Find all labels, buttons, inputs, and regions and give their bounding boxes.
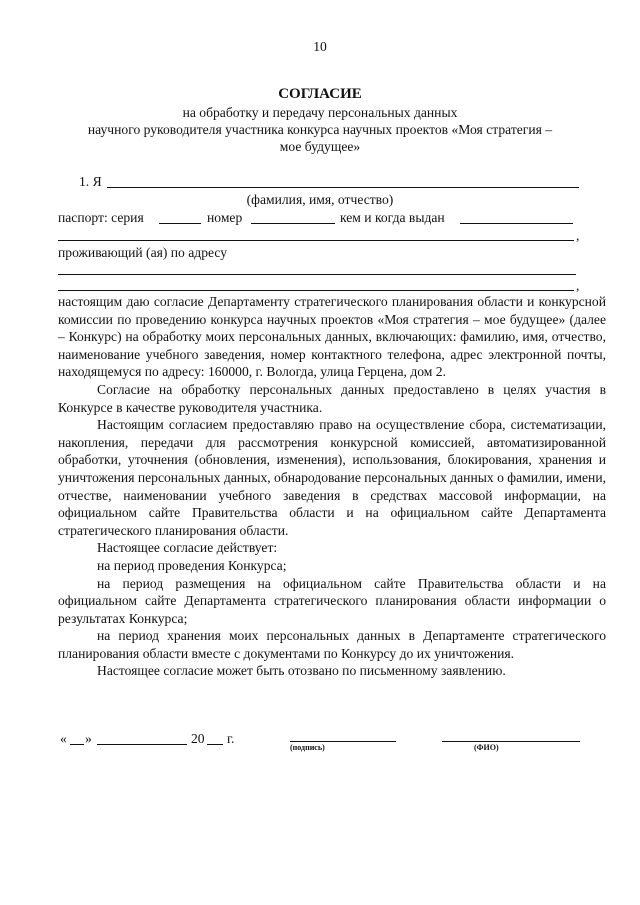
- address-label: проживающий (ая) по адресу: [58, 245, 228, 260]
- address-field-line[interactable]: [58, 274, 576, 275]
- subtitle-line: мое будущее»: [279, 139, 361, 154]
- date-month-field[interactable]: [97, 744, 187, 745]
- body-paragraph: Согласие на обработку персональных данных предоставлено в целях участия в Конкурсе в качестве руководителя участника.: [58, 381, 606, 415]
- body-paragraph: Настоящее согласие действует:: [97, 540, 278, 556]
- document-title: СОГЛАСИЕ: [278, 86, 362, 102]
- body-paragraph: Настоящее согласие может быть отозвано по письменному заявлению.: [97, 663, 506, 679]
- date-day-field[interactable]: [70, 744, 84, 745]
- year-field[interactable]: [207, 744, 223, 745]
- passport-series-label: паспорт: серия: [58, 210, 144, 225]
- consent-body: [58, 293, 606, 680]
- body-paragraph: Настоящим согласием предоставляю право на осуществление сбора, систематизации, накопления, передачи для рассмотрения конкурсной комиссией, автоматизированной обработки, уточнения (обновления, изменения), использования, блокирования, хранения и уничтожения персональных данных, обнародование персональных данных о фамилии, имени, отчестве, наименовании учебного заведения в средствах массовой информации, на официальном сайте Правительства области и на официальном сайте Департамента стратегического планирования области.: [58, 417, 606, 538]
- signature-field[interactable]: [290, 741, 396, 742]
- date-close-quote: »: [85, 731, 92, 746]
- signature-caption: (подпись): [290, 743, 325, 752]
- fio-signature-field[interactable]: [442, 741, 580, 742]
- passport-number-label: номер: [207, 210, 243, 225]
- issued-by-field-continuation[interactable]: [58, 240, 574, 241]
- address-field-line[interactable]: [58, 290, 574, 291]
- subtitle-line: научного руководителя участника конкурса научных проектов «Моя стратегия –: [87, 122, 553, 137]
- date-open-quote: «: [60, 731, 67, 746]
- year-prefix: 20: [191, 731, 205, 746]
- fio-caption: (фамилия, имя, отчество): [246, 192, 394, 207]
- issued-by-label: кем и когда выдан: [340, 210, 445, 225]
- fio-signature-caption: (ФИО): [474, 743, 499, 752]
- punctuation-comma: ,: [576, 278, 580, 293]
- year-suffix: г.: [227, 731, 235, 746]
- passport-number-field[interactable]: [251, 223, 335, 224]
- passport-series-field[interactable]: [159, 223, 201, 224]
- body-paragraph: на период проведения Конкурса;: [97, 557, 287, 573]
- fio-field-line[interactable]: [107, 187, 579, 188]
- page-number: 10: [313, 39, 327, 54]
- issued-by-field[interactable]: [460, 223, 573, 224]
- item-number-label: 1. Я: [79, 174, 102, 189]
- body-paragraph: на период размещения на официальном сайте Правительства области и на официальном сайте Департамента стратегического планирования области информации о результатах Конкурса;: [58, 575, 606, 626]
- body-paragraph: настоящим даю согласие Департаменту стратегического планирования области и конкурсной комиссии по проведению конкурса научных проектов «Моя стратегия – мое будущее» (далее – Конкурс) на обработку моих персональных данных, включающих: фамилию, имя, отчество, наименование учебного заведения, номер контактного телефона, адрес электронной почты, находящемуся по адресу: 160000, г. Вологда, улица Герцена, дом 2.: [58, 294, 606, 380]
- punctuation-comma: ,: [576, 228, 580, 243]
- subtitle-line: на обработку и передачу персональных данных: [182, 105, 458, 120]
- body-paragraph: на период хранения моих персональных данных в Департаменте стратегического планирования области вместе с документами по Конкурсу до их уничтожения.: [58, 628, 606, 661]
